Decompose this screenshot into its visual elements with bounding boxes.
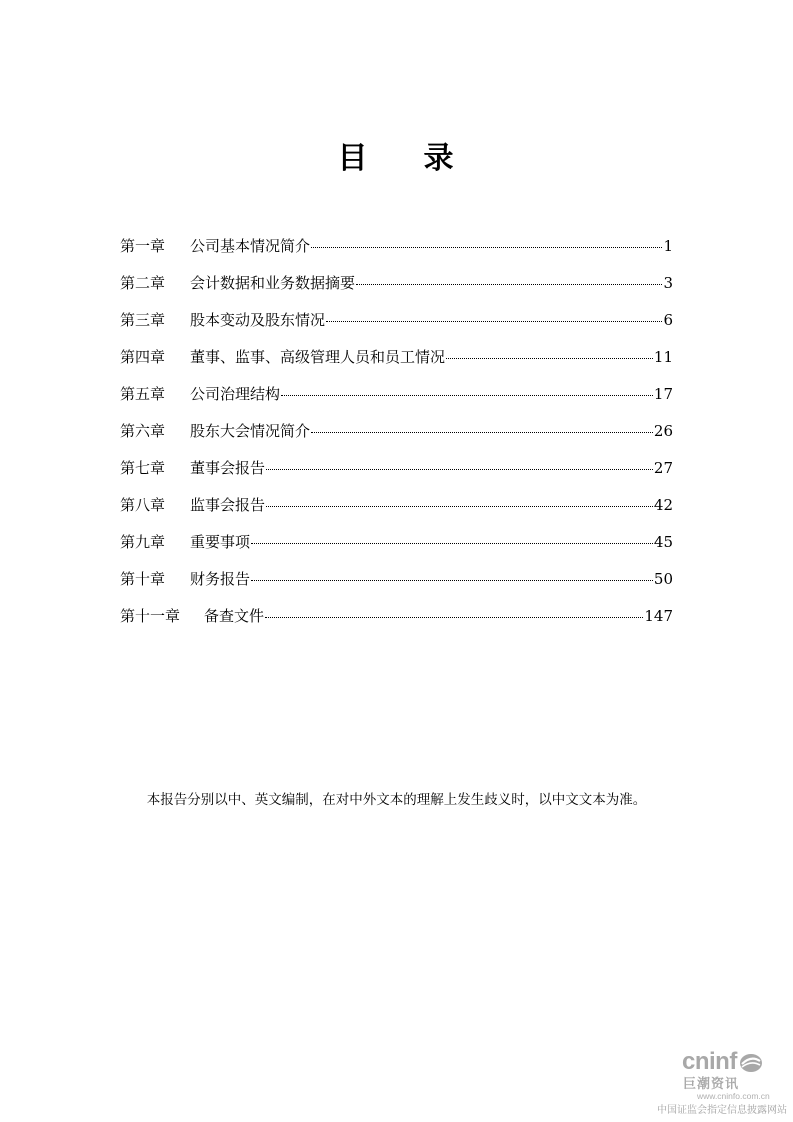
toc-title: 股本变动及股东情况 (190, 311, 326, 329)
toc-title: 董事、监事、高级管理人员和员工情况 (190, 348, 446, 366)
toc-page-number: 3 (663, 274, 673, 292)
toc-leader-dots (446, 348, 653, 359)
toc-title: 备查文件 (204, 607, 265, 625)
cninfo-description: 中国证监会指定信息披露网站 (657, 1105, 787, 1116)
toc-page-number: 1 (663, 237, 673, 255)
toc-title: 股东大会情况简介 (190, 422, 311, 440)
cninfo-brand-text: cninf (682, 1048, 737, 1075)
toc-entry[interactable] (120, 339, 673, 376)
table-of-contents (120, 228, 673, 635)
toc-entry[interactable] (120, 561, 673, 598)
toc-leader-dots (266, 496, 653, 507)
toc-entry[interactable] (120, 413, 673, 450)
toc-leader-dots (251, 533, 653, 544)
language-note: 本报告分别以中、英文编制，在对中外文本的理解上发生歧义时，以中文文本为准。 (146, 792, 647, 808)
toc-page-number: 11 (653, 348, 673, 366)
toc-leader-dots (356, 274, 662, 285)
title-char-1: 目 (337, 141, 370, 176)
toc-leader-dots (311, 422, 653, 433)
toc-page-number: 26 (653, 422, 673, 440)
toc-page-number: 17 (653, 385, 673, 403)
toc-page-number: 6 (663, 311, 673, 329)
toc-entry[interactable] (120, 302, 673, 339)
toc-chapter: 第七章 (120, 459, 166, 477)
toc-chapter: 第四章 (120, 348, 166, 366)
toc-title: 会计数据和业务数据摘要 (190, 274, 356, 292)
toc-title: 公司基本情况简介 (190, 237, 311, 255)
toc-entry[interactable] (120, 450, 673, 487)
toc-page-number: 27 (653, 459, 673, 477)
toc-leader-dots (266, 459, 653, 470)
toc-chapter: 第十一章 (120, 607, 181, 625)
toc-chapter: 第二章 (120, 274, 166, 292)
toc-title: 董事会报告 (190, 459, 266, 477)
toc-chapter: 第五章 (120, 385, 166, 403)
toc-chapter: 第一章 (120, 237, 166, 255)
toc-leader-dots (326, 311, 662, 322)
toc-title: 重要事项 (190, 533, 251, 551)
toc-entry[interactable] (120, 265, 673, 302)
cninfo-logo-icon (738, 1052, 764, 1074)
toc-chapter: 第十章 (120, 570, 166, 588)
toc-page-number: 147 (644, 607, 673, 625)
toc-leader-dots (251, 570, 653, 581)
toc-chapter: 第九章 (120, 533, 166, 551)
toc-entry[interactable] (120, 524, 673, 561)
toc-entry[interactable] (120, 228, 673, 265)
toc-chapter: 第三章 (120, 311, 166, 329)
cninfo-brand-cn: 巨潮资讯 (683, 1076, 740, 1091)
toc-chapter: 第八章 (120, 496, 166, 514)
toc-entry[interactable] (120, 376, 673, 413)
toc-title: 公司治理结构 (190, 385, 281, 403)
toc-title: 财务报告 (190, 570, 251, 588)
toc-leader-dots (281, 385, 653, 396)
toc-chapter: 第六章 (120, 422, 166, 440)
toc-page-number: 50 (653, 570, 673, 588)
cninfo-watermark (655, 1048, 790, 1118)
toc-entry[interactable] (120, 598, 673, 635)
toc-title: 监事会报告 (190, 496, 266, 514)
toc-leader-dots (265, 607, 643, 618)
cninfo-url: www.cninfo.com.cn (697, 1091, 770, 1101)
toc-page-number: 45 (653, 533, 673, 551)
page-title (0, 133, 793, 177)
title-char-2: 录 (423, 141, 456, 176)
toc-leader-dots (311, 237, 662, 248)
toc-page-number: 42 (653, 496, 673, 514)
toc-entry[interactable] (120, 487, 673, 524)
